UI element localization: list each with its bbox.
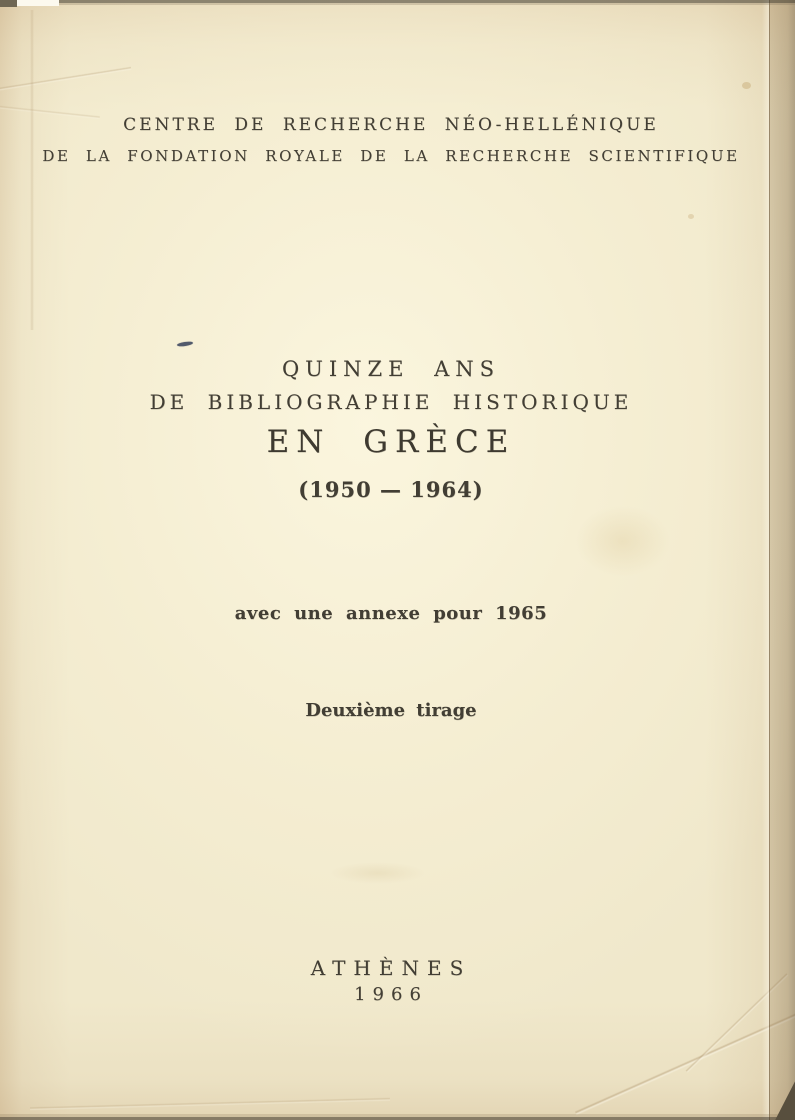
imprint-place: ATHÈNES <box>310 956 472 980</box>
title-line-1: QUINZE ANS <box>281 357 501 381</box>
title-line-2: DE BIBLIOGRAPHIE HISTORIQUE <box>149 390 633 414</box>
edition-note: Deuxième tirage <box>305 700 477 721</box>
imprint-year: 1966 <box>354 984 428 1005</box>
annex-note: avec une annexe pour 1965 <box>234 603 548 624</box>
paper-crease <box>30 1097 390 1110</box>
paper-crease <box>30 10 34 330</box>
paper-crease <box>0 66 131 93</box>
scan-top-edge <box>42 0 795 3</box>
scan-edge-shadow <box>42 3 795 5</box>
paper-spot <box>688 214 694 219</box>
cover-fold-highlight <box>762 0 769 1120</box>
cover-right-edge <box>769 0 795 1120</box>
title-date-range: (1950 — 1964) <box>298 477 484 502</box>
paper-stain <box>575 505 670 577</box>
paper-tear-patch <box>17 0 59 6</box>
institution-line-2: DE LA FONDATION ROYALE DE LA RECHERCHE SCIENTIFIQUE <box>42 147 740 165</box>
paper-spot <box>742 82 751 89</box>
title-main: EN GRÈCE <box>266 424 516 460</box>
institution-line-1: CENTRE DE RECHERCHE NÉO-HELLÉNIQUE <box>123 115 659 135</box>
paper-stain <box>330 862 425 884</box>
ink-mark <box>177 341 193 347</box>
scan-corner-mark <box>0 0 17 7</box>
